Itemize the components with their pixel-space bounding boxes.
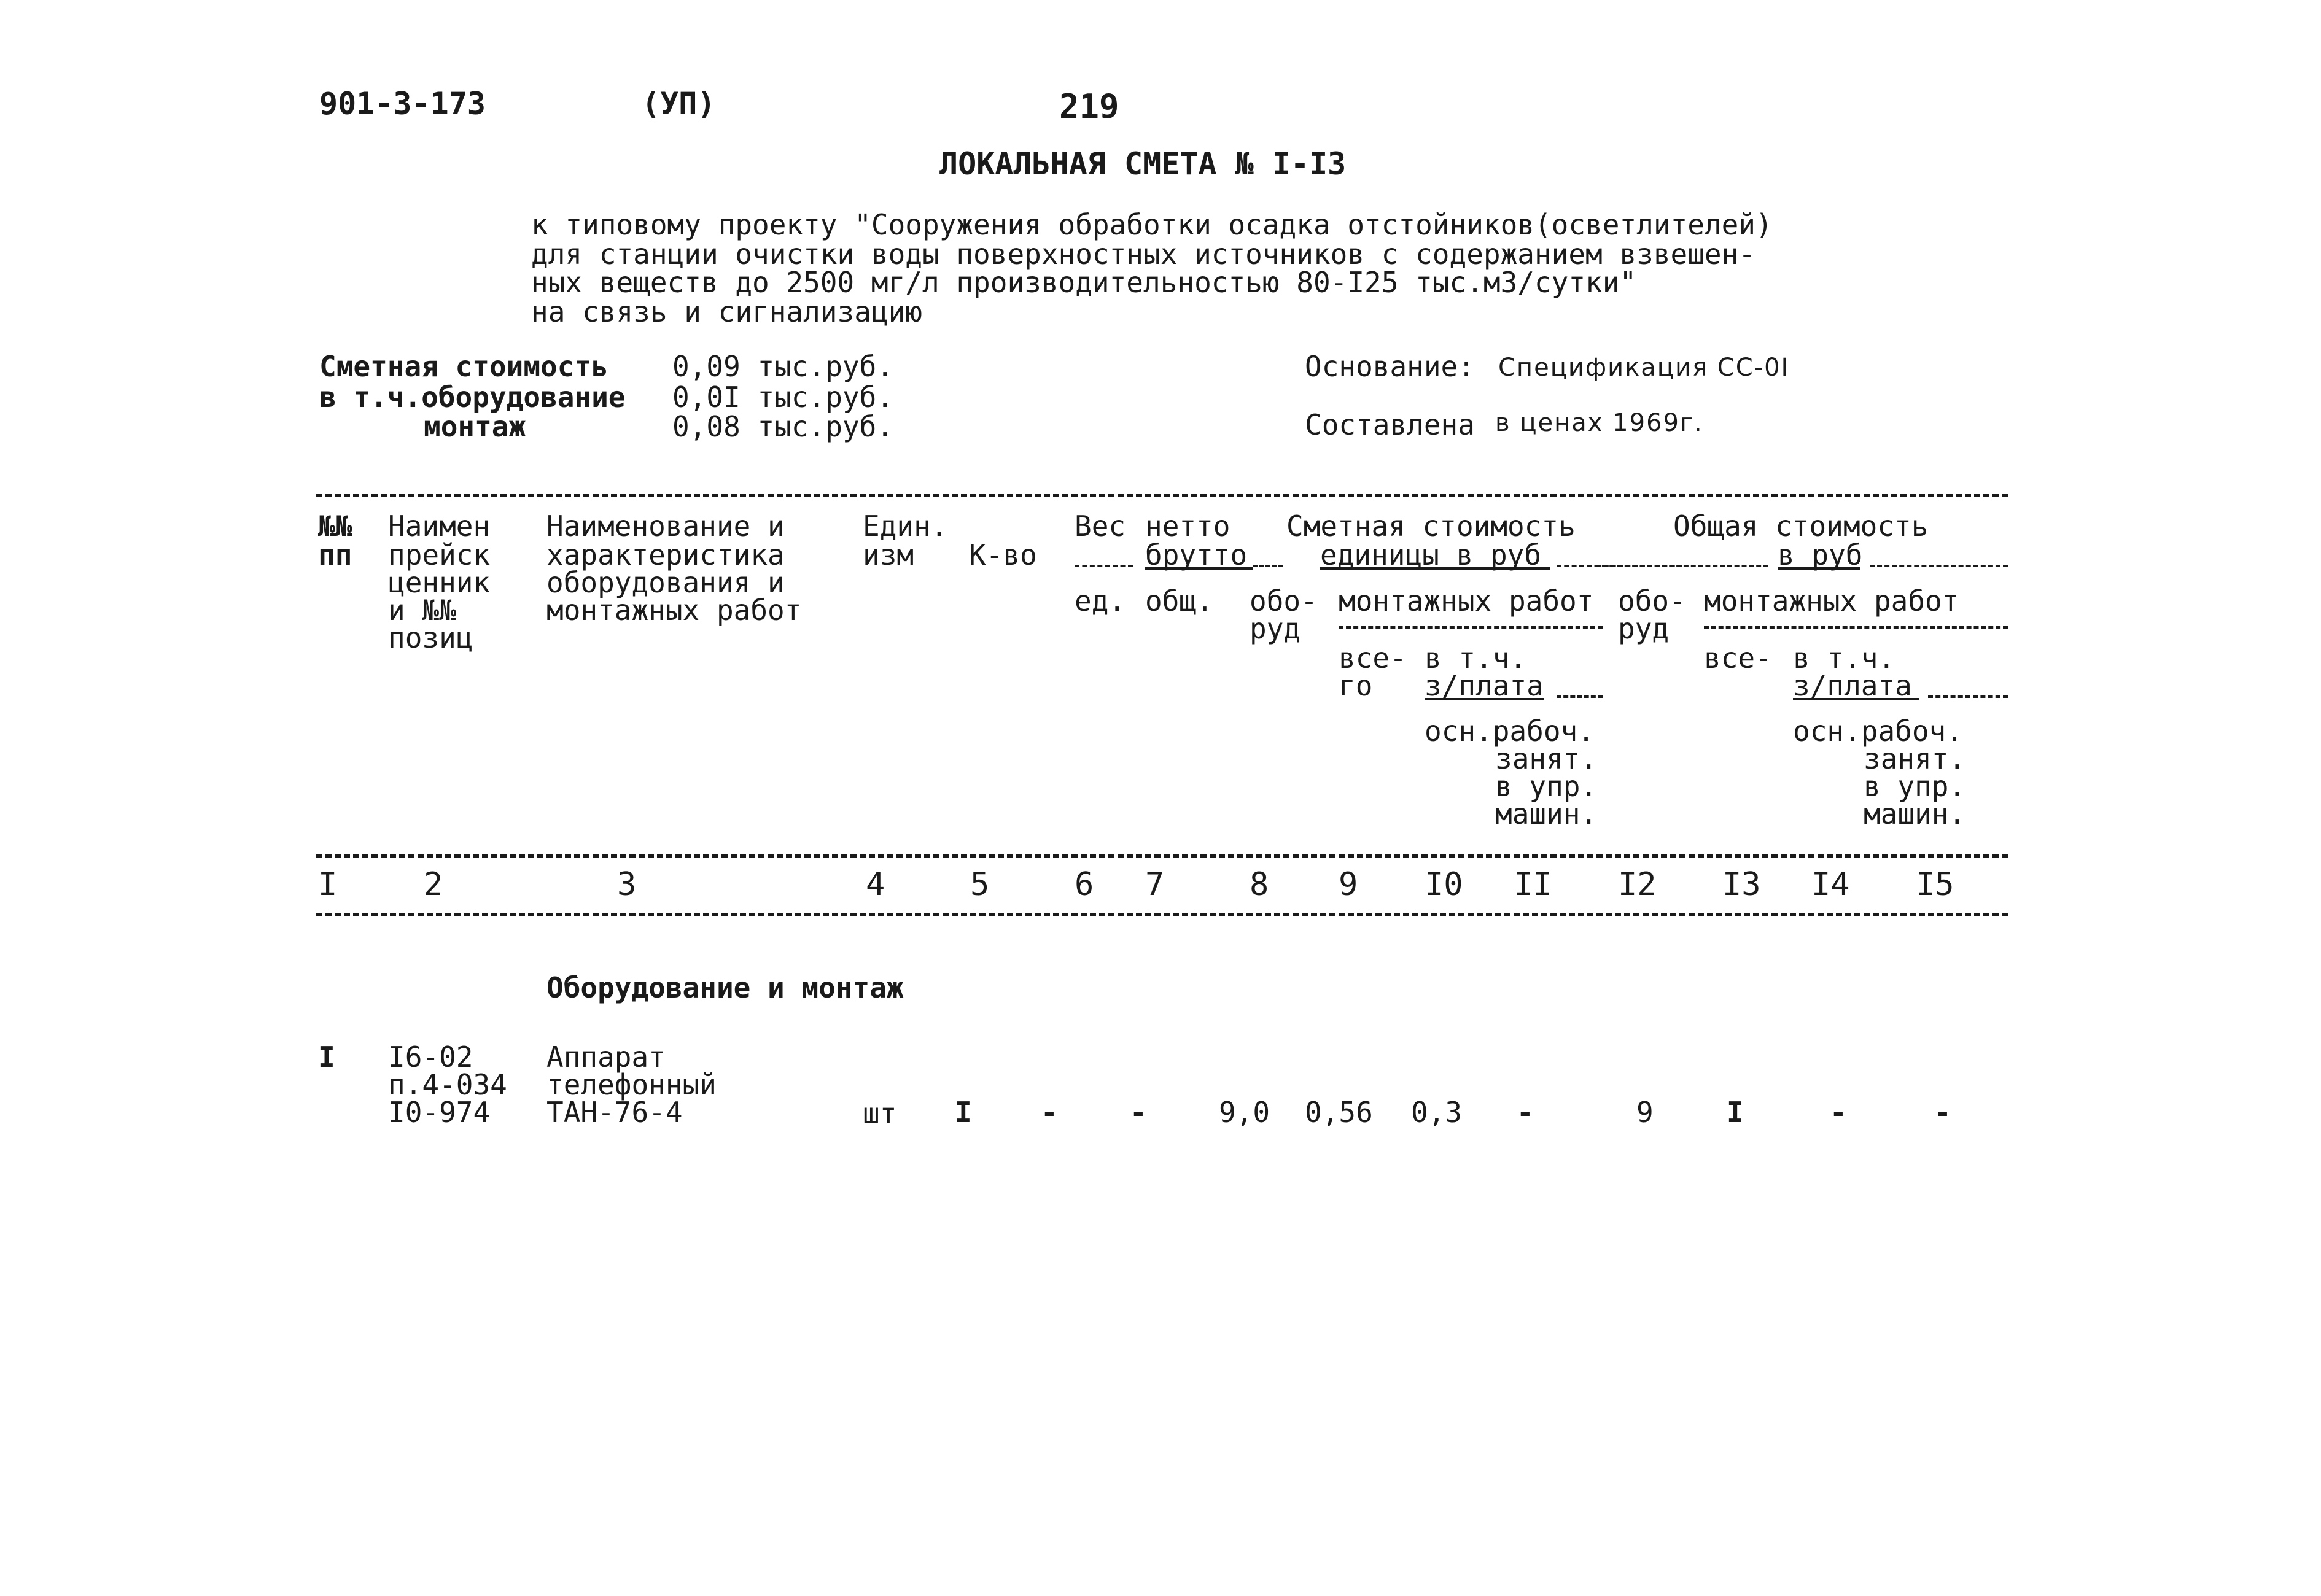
column-number: I2 — [1618, 866, 1657, 903]
row-number: I — [318, 1040, 335, 1074]
column-number: I5 — [1916, 866, 1954, 903]
basis-value: Спецификация СС-0I — [1498, 354, 1790, 382]
unit-cost-wage-dash — [1557, 695, 1603, 698]
unit-cost-wage: з/плата — [1425, 669, 1544, 702]
unit-cost-subtitle-underline — [1320, 567, 1550, 570]
row-name-1: Аппарат — [546, 1040, 666, 1074]
column-number: II — [1514, 866, 1552, 903]
total-cost-montage-dash — [1704, 626, 2008, 629]
col1-header-line1: №№ — [318, 509, 352, 543]
row-name-3: ТАН-76-4 — [546, 1096, 683, 1129]
total-cost-equip-2: руд — [1618, 612, 1670, 645]
volume-label: (УП) — [642, 86, 716, 122]
row-price-ref-2: п.4-034 — [388, 1068, 507, 1101]
unit-cost-dash-left — [1253, 565, 1283, 567]
unit-cost-total: все- — [1339, 641, 1407, 675]
total-cost-vupr: в упр. — [1864, 770, 1966, 803]
subtitle-line-4: на связь и сигнализацию — [531, 295, 922, 328]
total-cost-wage-underline — [1793, 698, 1919, 700]
col5-header: К-во — [969, 538, 1037, 571]
row-wage-total: - — [1830, 1096, 1847, 1129]
total-cost-dash-right — [1870, 565, 2008, 567]
total-cost-total: все- — [1704, 641, 1772, 675]
col3-header-line2: характеристика — [546, 538, 785, 571]
total-cost-label: Сметная стоимость — [319, 350, 608, 383]
row-montage-unit: 0,56 — [1305, 1096, 1373, 1129]
column-number: 7 — [1145, 866, 1165, 903]
prices-label: Составлена — [1305, 408, 1475, 441]
row-equip-unit: 9,0 — [1219, 1096, 1270, 1129]
total-cost-subtitle-underline — [1778, 567, 1860, 570]
prices-value: в ценах 1969г. — [1495, 409, 1703, 437]
total-cost-dash-left — [1596, 565, 1768, 567]
col3-header-line4: монтажных работ — [546, 594, 802, 627]
weight-dash — [1075, 565, 1133, 567]
column-number: 6 — [1075, 866, 1094, 903]
unit-cost-total-2: го — [1339, 669, 1373, 702]
column-number: I4 — [1811, 866, 1850, 903]
column-number: 8 — [1250, 866, 1269, 903]
row-machine-unit: - — [1517, 1096, 1534, 1129]
equipment-cost-value: 0,0I тыс.руб. — [672, 381, 894, 414]
weight-total: общ. — [1145, 584, 1213, 618]
montage-cost-label: монтаж — [424, 410, 526, 443]
row-weight-total: - — [1130, 1096, 1147, 1129]
total-cost-mashin: машин. — [1864, 797, 1966, 831]
row-name-2: телефонный — [546, 1068, 717, 1101]
doc-code: 901-3-173 — [319, 86, 486, 122]
column-number: I3 — [1722, 866, 1761, 903]
column-numbers-top-rule — [316, 854, 2008, 858]
weight-unit: ед. — [1075, 584, 1126, 618]
montage-cost-value: 0,08 тыс.руб. — [672, 410, 894, 443]
unit-cost-wage-underline — [1425, 698, 1544, 700]
total-cost-wage-dash — [1928, 695, 2008, 698]
col3-header-line1: Наименование и — [546, 509, 785, 543]
column-number: 4 — [866, 866, 885, 903]
subtitle-line-2: для станции очистки воды поверхностных источников с содержанием взвешен- — [531, 238, 1755, 271]
unit-cost-equip-2: руд — [1250, 612, 1301, 645]
col2-header-line5: позиц — [388, 621, 473, 654]
row-wage-unit: 0,3 — [1411, 1096, 1463, 1129]
total-cost-value: 0,09 тыс.руб. — [672, 350, 894, 383]
row-unit: шт — [863, 1097, 897, 1130]
col2-header-line3: ценник — [388, 566, 491, 599]
subtitle-line-3: ных веществ до 2500 мг/л производительностью 80-I25 тыс.м3/сутки" — [531, 266, 1637, 299]
column-number: 3 — [617, 866, 637, 903]
total-cost-equip: обо- — [1618, 584, 1686, 618]
unit-cost-incl: в т.ч. — [1425, 641, 1527, 675]
row-qty: I — [955, 1096, 972, 1129]
col2-header-line2: прейск — [388, 538, 491, 571]
total-cost-montage: монтажных работ — [1704, 584, 1959, 618]
column-number: I — [318, 866, 338, 903]
weight-brutto-underline — [1145, 567, 1253, 570]
basis-label: Основание: — [1305, 350, 1475, 383]
col4-header-line2: изм — [863, 538, 914, 571]
unit-cost-equip: обо- — [1250, 584, 1318, 618]
unit-cost-subtitle: единицы в руб — [1320, 538, 1542, 571]
section-title: Оборудование и монтаж — [546, 971, 904, 1004]
row-machine-total: - — [1934, 1096, 1951, 1129]
unit-cost-mashin: машин. — [1495, 797, 1598, 831]
page-number: 219 — [1059, 87, 1119, 126]
unit-cost-montage-dash — [1339, 626, 1603, 629]
column-number: I0 — [1425, 866, 1463, 903]
col4-header-line1: Един. — [863, 509, 948, 543]
unit-cost-zanyat: занят. — [1495, 742, 1598, 775]
column-numbers-bottom-rule — [316, 913, 2008, 916]
table-top-rule — [316, 494, 2008, 497]
total-cost-subtitle: в руб — [1778, 538, 1863, 571]
total-cost-zanyat: занят. — [1864, 742, 1966, 775]
unit-cost-vupr: в упр. — [1495, 770, 1598, 803]
total-cost-incl: в т.ч. — [1793, 641, 1895, 675]
total-cost-title: Общая стоимость — [1673, 509, 1929, 543]
col3-header-line3: оборудования и — [546, 566, 785, 599]
column-number: 9 — [1339, 866, 1358, 903]
col2-header-line1: Наимен — [388, 509, 491, 543]
document-title: ЛОКАЛЬНАЯ СМЕТА № I-I3 — [939, 146, 1347, 182]
weight-netto: нетто — [1145, 509, 1230, 543]
total-cost-osn: осн.рабоч. — [1793, 715, 1963, 748]
weight-brutto: брутто — [1145, 538, 1248, 571]
equipment-cost-label: в т.ч.оборудование — [319, 381, 626, 414]
row-equip-total: 9 — [1636, 1096, 1654, 1129]
unit-cost-montage: монтажных работ — [1339, 584, 1594, 618]
row-weight-unit: - — [1041, 1096, 1058, 1129]
row-price-ref-3: I0-974 — [388, 1096, 491, 1129]
unit-cost-osn: осн.рабоч. — [1425, 715, 1595, 748]
row-price-ref-1: I6-02 — [388, 1040, 473, 1074]
weight-header: Вес — [1075, 509, 1126, 543]
column-number: 5 — [970, 866, 990, 903]
column-number: 2 — [424, 866, 443, 903]
unit-cost-title: Сметная стоимость — [1286, 509, 1576, 543]
subtitle-line-1: к типовому проекту "Сооружения обработки осадка отстойников(осветлителей) — [531, 208, 1773, 241]
total-cost-wage: з/плата — [1793, 669, 1912, 702]
col1-header-line2: пп — [318, 538, 352, 571]
row-montage-total: I — [1727, 1096, 1744, 1129]
col2-header-line4: и №№ — [388, 594, 456, 627]
